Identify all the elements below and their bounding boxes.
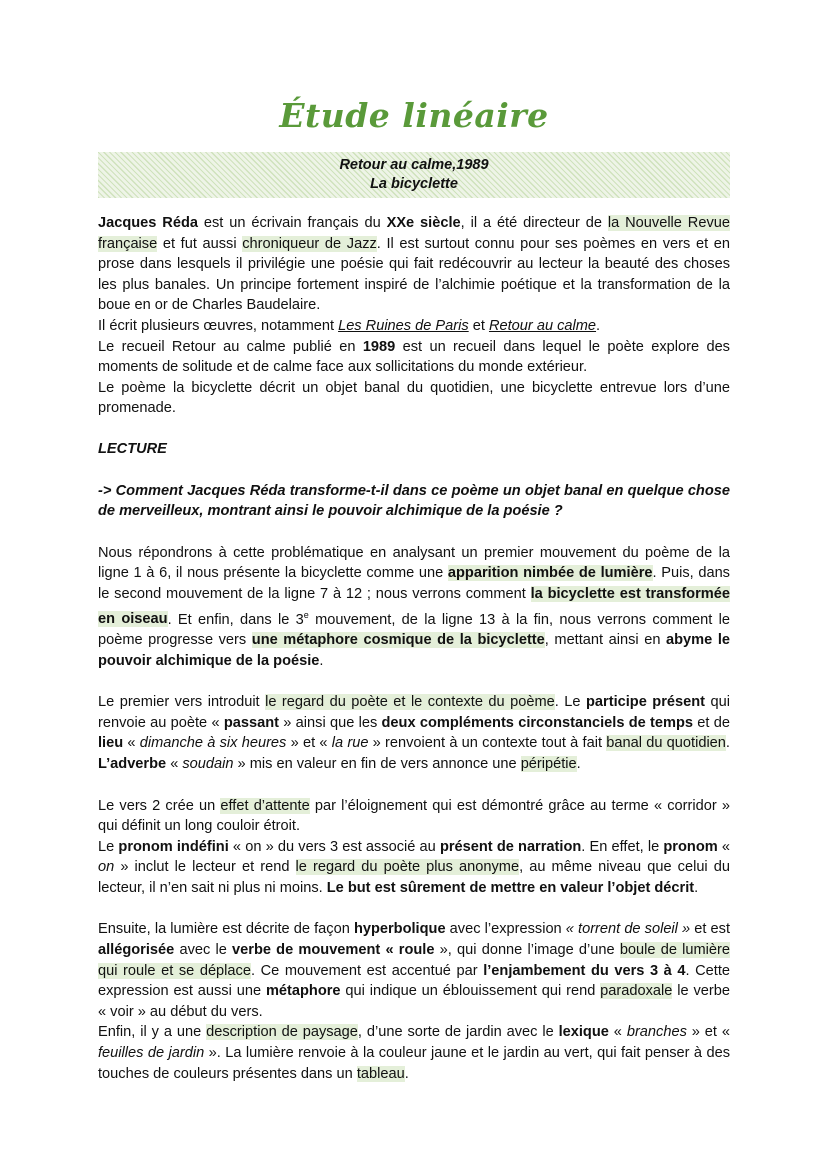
text-span: deux compléments circonstanciels de temps (381, 714, 694, 731)
text-span: » renvoient à un contexte tout à fait (368, 735, 607, 752)
text-span: avec le (174, 942, 233, 959)
highlight: la Nouvelle Revue française (98, 215, 730, 252)
paragraph-vers2 (98, 796, 730, 837)
paragraph-lumiere (98, 919, 730, 1022)
text-span: . En effet, le (581, 838, 664, 855)
highlight: effet d’attente (220, 797, 310, 814)
paragraph-plan (98, 543, 730, 671)
highlight: tableau (356, 1065, 405, 1082)
text-span: Ensuite, la lumière est décrite de façon (98, 921, 354, 938)
text-span: . Puis, dans le second mouvement de la ligne 7 à 12 ; nous verrons comment (98, 565, 730, 602)
banner-poem-title: La bicyclette (370, 176, 458, 192)
text-span: pronom (663, 838, 718, 855)
text-span: qui indique un éblouissement qui rend (340, 983, 601, 1000)
text-span: Il écrit plusieurs œuvres, notamment (98, 317, 339, 334)
text-span: avec l’expression (445, 921, 566, 938)
book-title: Retour au calme (488, 317, 597, 334)
text-span: lieu (98, 735, 124, 752)
text-span: LECTURE (98, 440, 167, 457)
text-span: , au même niveau que celui du lecteur, il n’en sait ni plus ni moins. (98, 859, 730, 896)
text-span: on (98, 859, 115, 876)
page-title: Étude linéaire (279, 96, 549, 135)
text-span: . Il est surtout connu pour ses poèmes en vers et en prose dans lesquels il privilégie une poésie qui fait redécouvrir au lecteur la beauté des choses les plus banales. Un principe fortement inspiré de l’alchimie poétique et la transformation de la boue en or de Charles Baudelaire. (98, 235, 730, 314)
text-span: . (725, 735, 730, 752)
text-span: participe présent (586, 694, 706, 711)
highlight: chroniqueur de Jazz (242, 235, 377, 252)
highlight: boule de lumière qui roule et se déplace (98, 942, 730, 979)
text-span: pronom indéfini (118, 838, 229, 855)
text-span: . (319, 652, 324, 669)
text-span: , mettant ainsi en (544, 631, 667, 648)
text-span: , il a été directeur de (460, 215, 608, 231)
text-span: par l’éloignement qui est démontré grâce au terme « corridor » qui définit un long couloir étroit. (98, 797, 730, 835)
text-span: qui renvoie au poète « (98, 694, 730, 731)
text-span: mouvement, de la ligne 13 à la fin, nous verrons comment le poème progresse vers (98, 611, 730, 648)
highlight: le regard du poète plus anonyme (295, 859, 520, 876)
text-span: et est (690, 921, 731, 938)
text-span: » et « (286, 735, 332, 752)
text-span: e (303, 609, 309, 620)
text-span: », qui donne l’image d’une (434, 942, 620, 959)
text-span: dimanche à six heures (139, 735, 287, 752)
text-span: . (694, 879, 699, 896)
section-heading-lecture (98, 439, 730, 460)
text-span: » inclut le lecteur et rend (114, 859, 296, 876)
text-span: et fut aussi (157, 235, 243, 252)
text-span: branches (626, 1024, 687, 1041)
text-span: « (166, 755, 183, 772)
text-span: , d’une sorte de jardin avec le (357, 1024, 559, 1041)
text-span: la rue (331, 735, 369, 752)
book-title: Les Ruines de Paris (338, 317, 469, 334)
text-span: passant (223, 714, 279, 731)
highlight: la bicyclette est transformée en oiseau (98, 585, 730, 628)
text-span: » mis en valeur en fin de vers annonce une (233, 755, 521, 772)
text-span: « (123, 735, 140, 752)
text-span: . (576, 755, 581, 772)
text-span: . Cette expression est aussi une (98, 962, 730, 1000)
paragraph-intro (98, 213, 730, 316)
text-span: Le premier vers introduit (98, 694, 266, 711)
text-span: Jacques Réda (98, 215, 198, 231)
text-span: . Ce mouvement est accentué par (250, 962, 484, 979)
text-span: Le recueil Retour au calme publié en (98, 338, 363, 355)
highlight: description de paysage (206, 1024, 358, 1041)
highlight: une métaphore cosmique de la bicyclette (251, 631, 545, 648)
paragraph-poem: Le poème la bicyclette décrit un objet banal du quotidien, une bicyclette entrevue lors d’une promenade. (98, 379, 730, 417)
text-span: « (717, 838, 730, 855)
problematique (98, 481, 730, 522)
text-span: et (468, 317, 489, 334)
banner-collection: Retour au calme,1989 (339, 157, 489, 173)
text-span: soudain (182, 755, 234, 772)
highlight: paradoxale (600, 983, 673, 1000)
text-span: . Le (554, 694, 586, 711)
text-span: L’adverbe (98, 755, 167, 772)
text-span: XXe siècle (386, 215, 461, 231)
paragraph-recueil (98, 337, 730, 378)
text-span: présent de narration (439, 838, 582, 855)
text-span: » ainsi que les (279, 714, 382, 731)
text-span: métaphore (265, 983, 341, 1000)
text-span: abyme le pouvoir alchimique de la poésie (98, 631, 730, 669)
text-span: 1989 (362, 338, 396, 355)
highlight: péripétie (520, 755, 577, 772)
text-span: Le vers 2 crée un (98, 797, 221, 814)
text-span: Enfin, il y a une (98, 1024, 207, 1041)
text-span: ». La lumière renvoie à la couleur jaune et le jardin au vert, qui fait penser à des touches de couleurs présentes dans un (98, 1045, 730, 1082)
text-span: feuilles de jardin (98, 1045, 205, 1062)
document-body (98, 213, 730, 1084)
text-span: Le but est sûrement de mettre en valeur l’objet décrit (326, 879, 695, 896)
text-span: « torrent de soleil » (565, 921, 691, 938)
text-span: lexique (558, 1024, 609, 1041)
text-span: . (404, 1065, 409, 1082)
text-span: verbe de mouvement « roule (232, 942, 435, 959)
text-span: et de (693, 714, 730, 731)
text-span: -> Comment Jacques Réda transforme-t-il dans ce poème un objet banal en quelque chose de merveilleux, montrant ainsi le pouvoir alchimique de la poésie ? (98, 482, 730, 520)
text-span: . Et enfin, dans le 3 (167, 611, 304, 628)
highlight: le regard du poète et le contexte du poème (265, 694, 555, 711)
paragraph-paysage (98, 1022, 730, 1084)
text-span: « (608, 1024, 627, 1041)
text-span: l’enjambement du vers 3 à 4 (483, 962, 686, 979)
text-span: est un recueil dans lequel le poète explore des moments de solitude et de calme face aux sollicitations du monde extérieur. (98, 338, 730, 376)
text-span: . (596, 317, 601, 334)
text-span: Nous répondrons à cette problématique en analysant un premier mouvement du poème de la ligne 1 à 6, il nous présente la bicyclette comme une (98, 544, 730, 582)
paragraph-vers3 (98, 837, 730, 899)
highlight: apparition nimbée de lumière (447, 565, 653, 582)
text-span: le verbe « voir » au début du vers. (98, 983, 730, 1020)
text-span: « on » du vers 3 est associé au (228, 838, 440, 855)
paragraph-works (98, 316, 730, 337)
text-span: Le (98, 838, 119, 855)
highlight: banal du quotidien (606, 735, 726, 752)
text-span: est un écrivain français du (197, 215, 387, 231)
text-span: allégorisée (98, 942, 175, 959)
text-span: hyperbolique (353, 921, 446, 938)
paragraph-vers1 (98, 692, 730, 774)
text-span: » et « (686, 1024, 731, 1041)
header-banner (98, 152, 730, 198)
